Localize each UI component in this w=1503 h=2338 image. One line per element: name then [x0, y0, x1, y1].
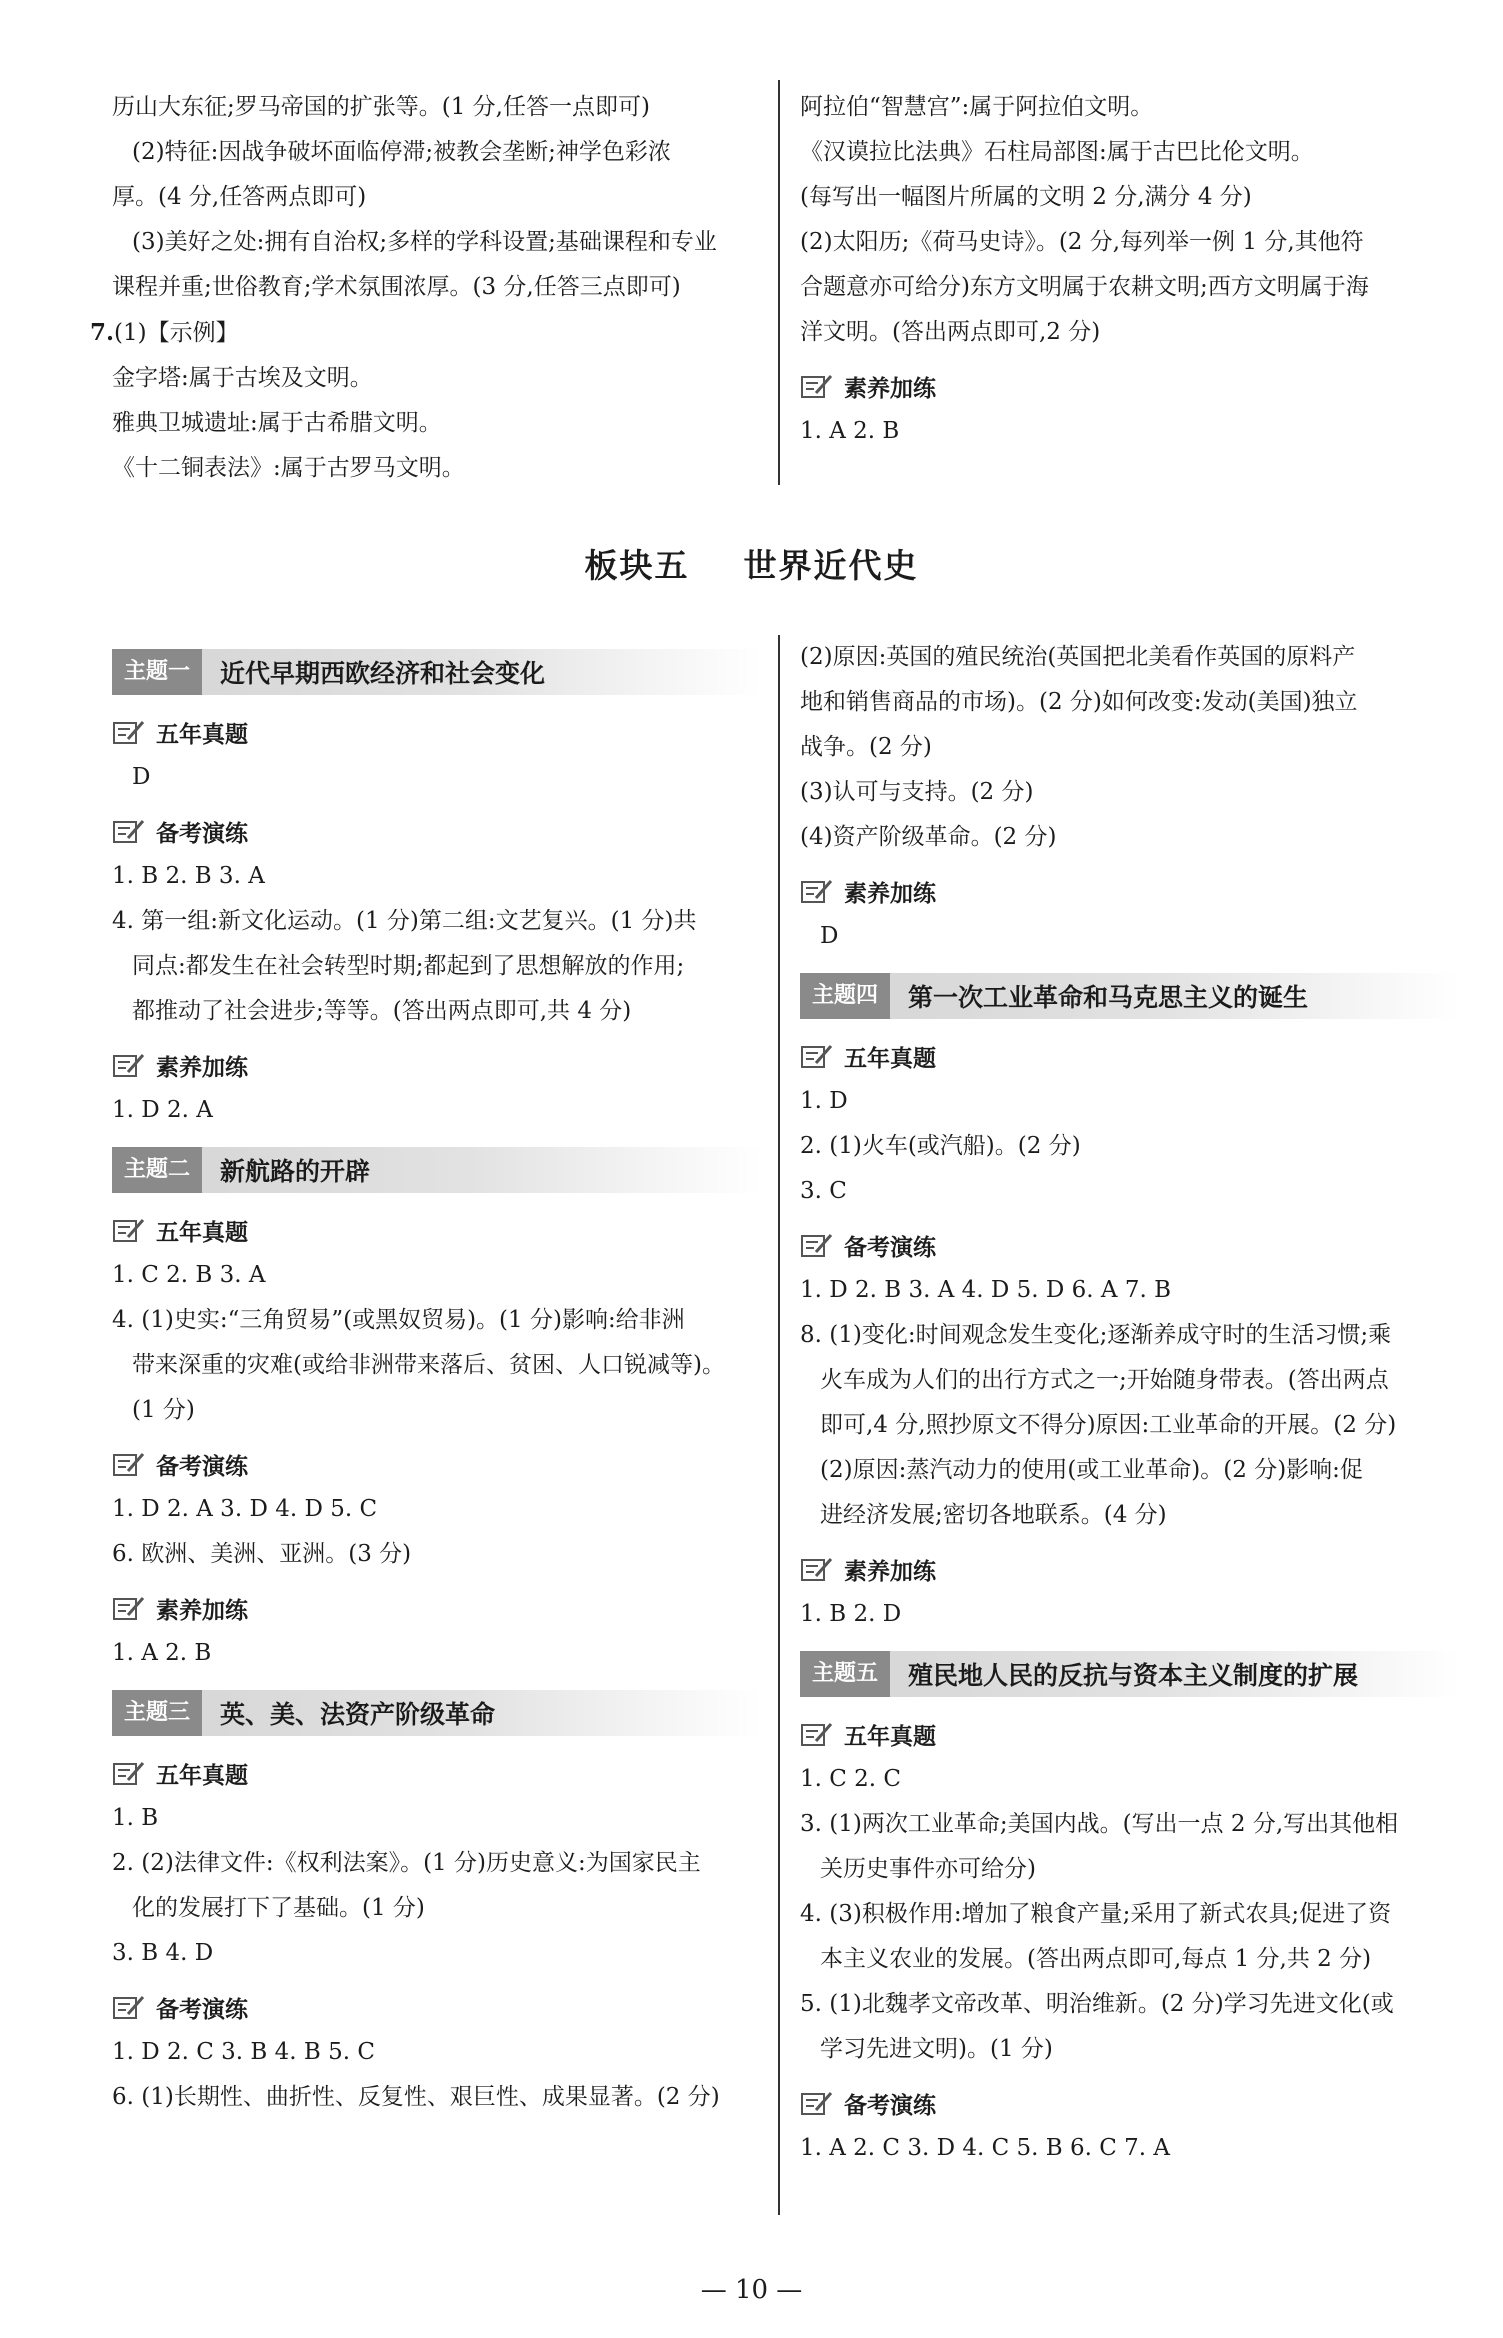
subsection-title: 备考演练	[156, 820, 248, 847]
pencil-note-icon	[800, 1719, 834, 1749]
column-divider-bottom	[778, 635, 780, 2215]
answer-line: 带来深重的灾难(或给非洲带来落后、贫困、人口锐减等)。	[132, 1352, 725, 1378]
pencil-note-icon	[112, 1758, 146, 1788]
answer-line: 6. (1)长期性、曲折性、反复性、艰巨性、成果显著。(2 分)	[112, 2084, 720, 2110]
answer-line: 化的发展打下了基础。(1 分)	[132, 1895, 425, 1921]
answer-line: 厚。(4 分,任答两点即可)	[112, 184, 367, 210]
answer-line: 3. B 4. D	[112, 1940, 214, 1966]
subsection-title: 素养加练	[156, 1054, 248, 1081]
subsection-title: 备考演练	[156, 1453, 248, 1480]
answer-line: 3. C	[800, 1178, 847, 1204]
question-7	[90, 310, 772, 356]
subsection-wunian	[112, 709, 762, 755]
page-number: — 10 —	[700, 2275, 803, 2305]
answer-line: 3. (1)两次工业革命;美国内战。(写出一点 2 分,写出其他相	[800, 1811, 1399, 1837]
answer-line: 1. C 2. C	[800, 1766, 902, 1792]
answer-line: 1. A 2. B	[112, 1640, 212, 1666]
pencil-note-icon	[112, 717, 146, 747]
topic-4-header	[800, 973, 1460, 1019]
answer-line: 4. (3)积极作用:增加了粮食产量;采用了新式农具;促进了资	[800, 1901, 1392, 1927]
answer-line: 即可,4 分,照抄原文不得分)原因:工业革命的开展。(2 分)	[820, 1412, 1397, 1438]
answer-line: 雅典卫城遗址:属于古希腊文明。	[112, 410, 442, 436]
answer-line: 1. B	[112, 1805, 159, 1831]
subsection-title: 素养加练	[156, 1597, 248, 1624]
answer-line: (4)资产阶级革命。(2 分)	[800, 824, 1057, 850]
pencil-note-icon	[112, 1215, 146, 1245]
topic-1-header	[112, 649, 762, 695]
subsection-title: 五年真题	[156, 721, 248, 748]
answer-line: (2)原因:蒸汽动力的使用(或工业革命)。(2 分)影响:促	[820, 1457, 1363, 1483]
topic-3-header	[112, 1690, 762, 1736]
subsection-suyang	[112, 1042, 762, 1088]
top-right-column	[800, 85, 1460, 454]
pencil-note-icon	[800, 1554, 834, 1584]
topic-tag: 主题四	[800, 973, 890, 1019]
lower-left-column	[112, 635, 762, 2120]
topic-tag: 主题三	[112, 1690, 202, 1736]
pencil-note-icon	[112, 1050, 146, 1080]
answer-line: 地和销售商品的市场)。(2 分)如何改变:发动(美国)独立	[800, 689, 1358, 715]
pencil-note-icon	[112, 1593, 146, 1623]
pencil-note-icon	[112, 816, 146, 846]
answer-line: 合题意亦可给分)东方文明属于农耕文明;西方文明属于海	[800, 274, 1369, 300]
answer-line: 同点:都发生在社会转型时期;都起到了思想解放的作用;	[132, 953, 685, 979]
answer-line: 火车成为人们的出行方式之一;开始随身带表。(答出两点	[820, 1367, 1389, 1393]
subsection-suyang	[112, 1585, 762, 1631]
subsection-title: 备考演练	[844, 1234, 936, 1261]
pencil-note-icon	[800, 1230, 834, 1260]
subsection-wunian	[112, 1750, 762, 1796]
topic-5-header	[800, 1651, 1460, 1697]
answer-line: 1. A 2. C 3. D 4. C 5. B 6. C 7. A	[800, 2135, 1171, 2161]
pencil-note-icon	[112, 1449, 146, 1479]
subsection-title: 素养加练	[844, 375, 936, 402]
answer-line: D	[820, 923, 839, 949]
column-divider-top	[778, 80, 780, 485]
pencil-note-icon	[800, 2088, 834, 2118]
answer-line: 4. 第一组:新文化运动。(1 分)第二组:文艺复兴。(1 分)共	[112, 908, 697, 934]
answer-line: 1. B 2. B 3. A	[112, 863, 265, 889]
answer-line: D	[132, 764, 151, 790]
answer-line: 1. D 2. A 3. D 4. D 5. C	[112, 1496, 378, 1522]
subsection-suyang	[800, 1546, 1460, 1592]
answer-line: (1 分)	[132, 1397, 195, 1423]
answer-line: (3)认可与支持。(2 分)	[800, 779, 1034, 805]
subsection-beikao	[800, 2080, 1460, 2126]
subsection-title: 五年真题	[156, 1219, 248, 1246]
answer-line: (每写出一幅图片所属的文明 2 分,满分 4 分)	[800, 184, 1252, 210]
topic-title: 新航路的开辟	[220, 1157, 371, 1186]
answer-line: 5. (1)北魏孝文帝改革、明治维新。(2 分)学习先进文化(或	[800, 1991, 1394, 2017]
answer-line: 《汉谟拉比法典》石柱局部图:属于古巴比伦文明。	[800, 139, 1314, 165]
subsection-wunian	[112, 1207, 762, 1253]
topic-title: 英、美、法资产阶级革命	[220, 1700, 496, 1729]
subsection-title: 素养加练	[844, 1558, 936, 1585]
subsection-title: 五年真题	[844, 1723, 936, 1750]
pencil-note-icon	[800, 1041, 834, 1071]
answer-line: 1. B 2. D	[800, 1601, 902, 1627]
answer-line: 1. D	[800, 1088, 848, 1114]
answer-line: 关历史事件亦可给分)	[820, 1856, 1036, 1882]
answer-line: 阿拉伯“智慧宫”:属于阿拉伯文明。	[800, 94, 1154, 120]
subsection-title: 五年真题	[156, 1762, 248, 1789]
answer-line: (1)【示例】	[114, 320, 239, 346]
answer-line: 8. (1)变化:时间观念发生变化;逐渐养成守时的生活习惯;乘	[800, 1322, 1392, 1348]
subsection-suyang	[800, 363, 1460, 409]
subsection-beikao	[112, 808, 762, 854]
topic-tag: 主题二	[112, 1147, 202, 1193]
subsection-title: 备考演练	[844, 2092, 936, 2119]
answer-line: 历山大东征;罗马帝国的扩张等。(1 分,任答一点即可)	[112, 94, 650, 120]
subsection-beikao	[800, 1222, 1460, 1268]
subsection-beikao	[112, 1984, 762, 2030]
lower-right-column	[800, 635, 1460, 2171]
answer-line: 金字塔:属于古埃及文明。	[112, 365, 373, 391]
answer-line: 1. A 2. B	[800, 418, 900, 444]
topic-title: 第一次工业革命和马克思主义的诞生	[908, 983, 1309, 1012]
topic-2-header	[112, 1147, 762, 1193]
subsection-beikao	[112, 1441, 762, 1487]
subsection-suyang	[800, 868, 1460, 914]
answer-line: 6. 欧洲、美洲、亚洲。(3 分)	[112, 1541, 412, 1567]
answer-line: 1. C 2. B 3. A	[112, 1262, 266, 1288]
answer-line: 进经济发展;密切各地联系。(4 分)	[820, 1502, 1167, 1528]
topic-tag: 主题一	[112, 649, 202, 695]
answer-line: (3)美好之处:拥有自治权;多样的学科设置;基础课程和专业	[132, 229, 717, 255]
answer-line: 1. D 2. A	[112, 1097, 213, 1123]
subsection-wunian	[800, 1711, 1460, 1757]
topic-title: 殖民地人民的反抗与资本主义制度的扩展	[908, 1661, 1359, 1690]
question-number: 7.	[90, 319, 115, 346]
answer-line: 战争。(2 分)	[800, 734, 932, 760]
pencil-note-icon	[800, 371, 834, 401]
answer-line: 都推动了社会进步;等等。(答出两点即可,共 4 分)	[132, 998, 632, 1024]
section-title: 板块五 世界近代史	[584, 546, 919, 585]
answer-line: 课程并重;世俗教育;学术氛围浓厚。(3 分,任答三点即可)	[112, 274, 681, 300]
answer-line: 2. (2)法律文件:《权利法案》。(1 分)历史意义:为国家民主	[112, 1850, 701, 1876]
answer-line: 1. D 2. B 3. A 4. D 5. D 6. A 7. B	[800, 1277, 1171, 1303]
top-left-column	[90, 85, 772, 491]
answer-line: 4. (1)史实:“三角贸易”(或黑奴贸易)。(1 分)影响:给非洲	[112, 1307, 685, 1333]
answer-line: (2)特征:因战争破坏面临停滞;被教会垄断;神学色彩浓	[132, 139, 671, 165]
topic-tag: 主题五	[800, 1651, 890, 1697]
answer-line: 《十二铜表法》:属于古罗马文明。	[112, 455, 465, 481]
answer-line: 本主义农业的发展。(答出两点即可,每点 1 分,共 2 分)	[820, 1946, 1372, 1972]
topic-title: 近代早期西欧经济和社会变化	[220, 659, 546, 688]
answer-line: 2. (1)火车(或汽船)。(2 分)	[800, 1133, 1081, 1159]
subsection-wunian	[800, 1033, 1460, 1079]
subsection-title: 五年真题	[844, 1045, 936, 1072]
subsection-title: 素养加练	[844, 880, 936, 907]
answer-line: 洋文明。(答出两点即可,2 分)	[800, 319, 1101, 345]
pencil-note-icon	[112, 1992, 146, 2022]
answer-line: 学习先进文明)。(1 分)	[820, 2036, 1053, 2062]
pencil-note-icon	[800, 876, 834, 906]
subsection-title: 备考演练	[156, 1996, 248, 2023]
answer-line: (2)太阳历;《荷马史诗》。(2 分,每列举一例 1 分,其他符	[800, 229, 1364, 255]
answer-line: 1. D 2. C 3. B 4. B 5. C	[112, 2039, 375, 2065]
answer-line: (2)原因:英国的殖民统治(英国把北美看作英国的原料产	[800, 644, 1356, 670]
